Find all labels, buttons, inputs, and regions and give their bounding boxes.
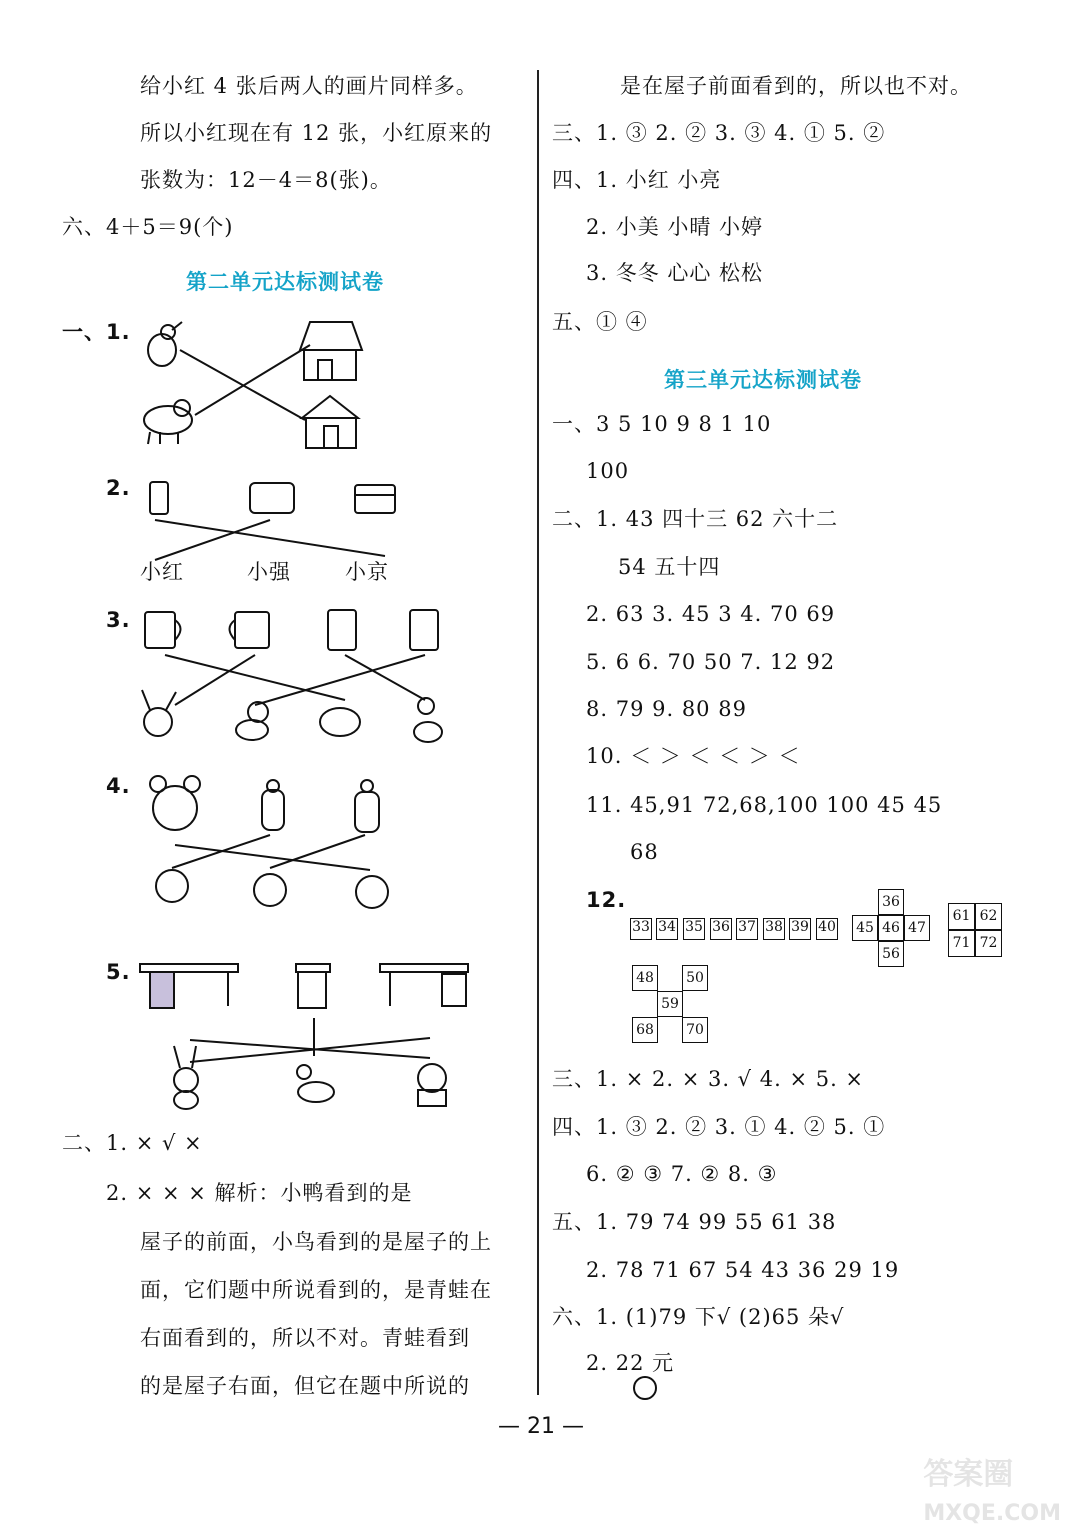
grid-cell: 48 — [632, 965, 658, 991]
name-xiaoqiang: 小强 — [247, 560, 291, 584]
para-line-3: 张数为：12－4＝8(张)。 — [140, 168, 392, 192]
grid-cell: 36 — [710, 918, 732, 940]
grid-cell: 50 — [682, 965, 708, 991]
u3-section2-line4: 5. 6 6. 70 50 7. 12 92 — [586, 650, 836, 674]
section5-answers: 五、① ④ — [552, 310, 648, 334]
cow-icon — [418, 1064, 446, 1106]
grid-cell: 33 — [630, 918, 652, 940]
q3-label: 3. — [106, 608, 131, 632]
grid-cell: 47 — [904, 915, 930, 941]
unit2-title: 第二单元达标测试卷 — [186, 270, 384, 294]
house-icon-1 — [300, 322, 362, 380]
child-icon — [254, 874, 286, 906]
para-line-2: 所以小红现在有 12 张，小红原来的 — [140, 121, 493, 145]
section4-q3: 3. 冬冬 心心 松松 — [586, 261, 764, 285]
grid-cell: 61 — [948, 903, 975, 930]
u3-section3: 三、1. × 2. × 3. √ 4. × 5. × — [552, 1067, 865, 1091]
grid-cell: 72 — [975, 930, 1002, 957]
u3-section5-line1: 五、1. 79 74 99 55 61 38 — [552, 1210, 837, 1234]
u3-section2-line3: 2. 63 3. 45 3 4. 70 69 — [586, 602, 836, 626]
grid-cell: 36 — [878, 889, 904, 915]
alarm-clock-icon — [150, 776, 200, 830]
chick-icon — [148, 322, 182, 366]
grid-cell: 40 — [816, 918, 838, 940]
grid-cell: 34 — [656, 918, 678, 940]
u3-section2-line7: 11. 45,91 72,68,100 100 45 45 — [586, 793, 943, 817]
u3-section2-line5: 8. 79 9. 80 89 — [586, 697, 747, 721]
thermos-icon — [262, 780, 284, 830]
u3-section2-line6: 10. ＜ ＞ ＜ ＜ ＞ ＜ — [586, 744, 801, 768]
q2-label: 2. — [106, 476, 131, 500]
section2-q2: 2. × × × 解析：小鸭看到的是 — [106, 1181, 413, 1205]
grid-cell: 46 — [878, 915, 904, 941]
section-six-answer: 六、4＋5＝9(个) — [62, 215, 234, 239]
name-xiaohong: 小红 — [140, 560, 184, 584]
house-icon-2 — [302, 396, 358, 448]
thermos-icon — [355, 780, 379, 832]
u3-section2-line1: 二、1. 43 四十三 62 六十二 — [552, 507, 839, 531]
explanation-line-3: 右面看到的，所以不对。青蛙看到 — [140, 1326, 470, 1350]
unit3-title: 第三单元达标测试卷 — [664, 368, 862, 392]
rooster-icon — [236, 702, 268, 740]
u3-section4-line1: 四、1. ③ 2. ② 3. ① 4. ② 5. ① — [552, 1115, 886, 1139]
u3-section2-line2: 54 五十四 — [618, 555, 721, 579]
rabbit-icon — [174, 1046, 198, 1109]
grid-cell: 38 — [763, 918, 785, 940]
desk-icon — [380, 964, 468, 1006]
u3-section5-line2: 2. 78 71 67 54 43 36 29 19 — [586, 1258, 900, 1282]
duck-icon — [414, 698, 442, 742]
grid-cell: 39 — [789, 918, 811, 940]
grid-cell: 59 — [657, 991, 683, 1017]
column-divider — [537, 70, 539, 1395]
q4-label: 4. — [106, 774, 131, 798]
q1-label: 一、1. — [62, 320, 131, 344]
grid-cell: 71 — [948, 930, 975, 957]
u3-section4-line2: 6. ② ③ 7. ② 8. ③ — [586, 1162, 778, 1186]
cup-icon — [328, 610, 356, 650]
name-xiaojing: 小京 — [345, 560, 389, 584]
dog-icon — [144, 400, 192, 444]
u3-section6-line1: 六、1. (1)79 下√ (2)65 朵√ — [552, 1305, 845, 1329]
explanation-continued: 是在屋子前面看到的，所以也不对。 — [620, 74, 972, 98]
section3-answers: 三、1. ③ 2. ② 3. ③ 4. ① 5. ② — [552, 121, 886, 145]
grid-cell: 70 — [682, 1017, 708, 1043]
goose-icon — [297, 1065, 334, 1102]
cup-icon — [410, 610, 438, 650]
explanation-line-1: 屋子的前面，小鸟看到的是屋子的上 — [140, 1230, 492, 1254]
grid-cell: 37 — [736, 918, 758, 940]
cup-icon — [145, 612, 181, 648]
u3-section6-line2: 2. 22 元 — [586, 1351, 675, 1375]
grid-cell: 35 — [683, 918, 705, 940]
explanation-line-4: 的是屋子右面，但它在题中所说的 — [140, 1374, 470, 1398]
phone-icon — [150, 482, 168, 514]
frog-icon — [320, 708, 360, 736]
box-icon — [250, 483, 294, 513]
grid-cell: 56 — [878, 941, 904, 967]
rabbit-icon — [142, 690, 176, 736]
explanation-line-2: 面，它们题中所说看到的，是青蛙在 — [140, 1278, 492, 1302]
cup-icon — [230, 612, 270, 648]
section4-q1: 四、1. 小红 小亮 — [552, 168, 722, 192]
u3-section1-line1: 一、3 5 10 9 8 1 10 — [552, 412, 772, 436]
table-icon — [140, 964, 238, 1008]
grid-cell: 45 — [852, 915, 878, 941]
section2-q1: 二、1. × √ × — [62, 1131, 203, 1155]
child-icon — [356, 876, 388, 908]
chest-icon — [355, 485, 395, 513]
page-number: — 21 — — [498, 1414, 584, 1439]
q5-label: 5. — [106, 960, 131, 984]
circle-mark-icon — [630, 1373, 660, 1403]
para-line-1: 给小红 4 张后两人的画片同样多。 — [140, 74, 478, 98]
child-icon — [156, 870, 188, 902]
grid-cell: 68 — [632, 1017, 658, 1043]
u3-section2-line8: 68 — [630, 840, 659, 864]
matching-illustrations — [0, 0, 540, 1140]
grid-cell: 62 — [975, 903, 1002, 930]
watermark-logo: 答案圈 MXQE.COM — [923, 1457, 1061, 1526]
u3-section1-line2: 100 — [586, 459, 630, 483]
section4-q2: 2. 小美 小晴 小婷 — [586, 215, 764, 239]
u3-q12-label: 12. — [586, 888, 627, 912]
table-icon — [296, 964, 330, 1008]
